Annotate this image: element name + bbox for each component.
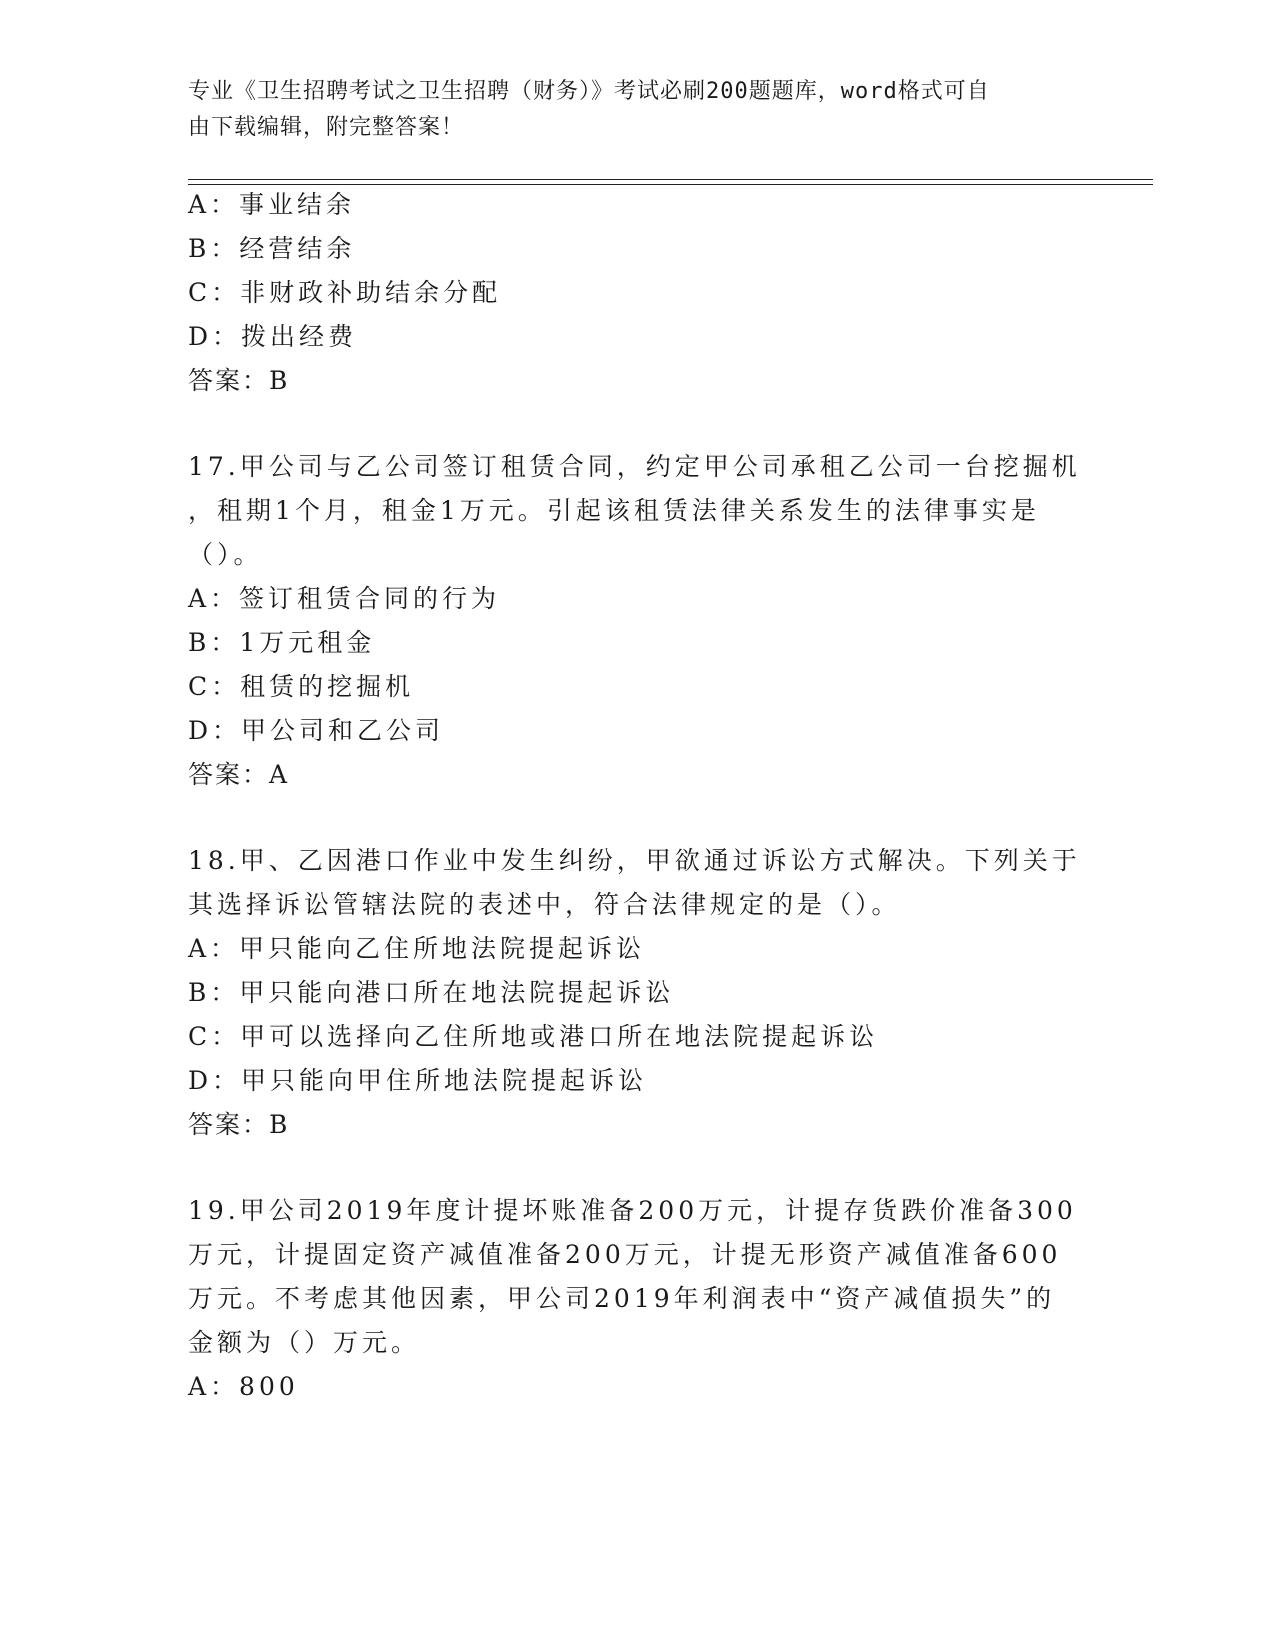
q17-stem-line-1: 17.甲公司与乙公司签订租赁合同，约定甲公司承租乙公司一台挖掘机: [188, 452, 1081, 481]
q17-answer: 答案：A: [188, 760, 290, 789]
q19-stem-line-3: 万元。不考虑其他因素，甲公司2019年利润表中“资产减值损失”的: [188, 1284, 1056, 1313]
q18-option-c: C：甲可以选择向乙住所地或港口所在地法院提起诉讼: [188, 1022, 879, 1051]
header-rule-top: [188, 179, 1153, 180]
q16-option-c: C：非财政补助结余分配: [188, 278, 502, 307]
q18-answer: 答案：B: [188, 1110, 290, 1139]
document-header: [188, 74, 1068, 146]
q17-stem-line-3: （）。: [188, 540, 263, 569]
q18-stem-line-2: 其选择诉讼管辖法院的表述中，符合法律规定的是（）。: [188, 890, 901, 919]
header-rule-bottom: [188, 184, 1153, 185]
q19-stem-line-1: 19.甲公司2019年度计提坏账准备200万元，计提存货跌价准备300: [188, 1196, 1077, 1225]
q16-option-b: B：经营结余: [188, 234, 356, 263]
q17-option-b: B：1万元租金: [188, 628, 376, 657]
q19-stem-line-4: 金额为（）万元。: [188, 1328, 421, 1357]
q19-option-a: A：800: [188, 1372, 299, 1401]
q16-option-a: A：事业结余: [188, 190, 356, 219]
q16-answer: 答案：B: [188, 366, 290, 395]
header-line-2: 由下载编辑，附完整答案！: [188, 115, 465, 140]
q17-option-c: C：租赁的挖掘机: [188, 672, 415, 701]
q17-option-d: D：甲公司和乙公司: [188, 716, 445, 745]
q18-option-b: B：甲只能向港口所在地法院提起诉讼: [188, 978, 675, 1007]
q18-option-a: A：甲只能向乙住所地法院提起诉讼: [188, 934, 646, 963]
header-line-1: 专业《卫生招聘考试之卫生招聘（财务）》考试必刷200题题库，word格式可自: [188, 79, 990, 104]
q17-option-a: A：签订租赁合同的行为: [188, 584, 501, 613]
q18-option-d: D：甲只能向甲住所地法院提起诉讼: [188, 1066, 648, 1095]
q17-stem-line-2: ，租期1个月，租金1万元。引起该租赁法律关系发生的法律事实是: [188, 496, 1040, 525]
q19-stem-line-2: 万元，计提固定资产减值准备200万元，计提无形资产减值准备600: [188, 1240, 1062, 1269]
q16-option-d: D：拨出经费: [188, 322, 358, 351]
q18-stem-line-1: 18.甲、乙因港口作业中发生纠纷，甲欲通过诉讼方式解决。下列关于: [188, 846, 1081, 875]
